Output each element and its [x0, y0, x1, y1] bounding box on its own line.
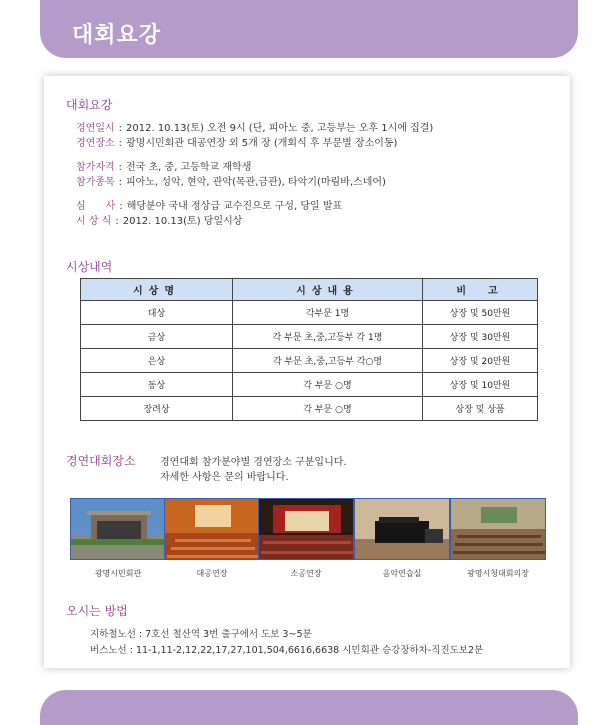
table-row: [81, 325, 538, 349]
footer-bar: [40, 690, 578, 725]
awards-section-title: 시상내역: [66, 260, 113, 274]
photo-caption: 대공연장: [196, 569, 228, 578]
large-hall-photo: [164, 498, 260, 560]
info-key: 시 상 식: [76, 216, 112, 227]
column-header: 시상내용: [233, 279, 423, 301]
photo-caption: 광명시민회관: [94, 569, 142, 578]
practice-room-photo: [354, 498, 450, 560]
info-row-categories: 참가종목 : 피아노, 성악, 현악, 관악(목관,금관), 타악기(마림바,스네어): [76, 173, 386, 188]
info-value: 전국 초, 중, 고등학교 재학생: [126, 162, 252, 173]
header-bar: [40, 0, 578, 58]
info-key: 경연일시: [76, 123, 115, 134]
table-cell: 대상: [81, 301, 233, 325]
info-value: 피아노, 성악, 현악, 관악(목관,금관), 타악기(마림바,스네어): [126, 177, 386, 188]
photo-caption: 광명시청대회의장: [467, 569, 529, 578]
outline-section-title: 대회요강: [66, 98, 113, 112]
venues-section-title: 경연대회장소: [66, 454, 136, 468]
table-row: [81, 373, 538, 397]
table-cell: 상장 및 20만원: [423, 349, 538, 373]
directions-section-title: 오시는 방법: [66, 604, 128, 618]
table-cell: 은상: [81, 349, 233, 373]
table-cell: 상장 및 30만원: [423, 325, 538, 349]
city-hall-auditorium-photo: [450, 498, 546, 560]
table-header-row: [81, 279, 538, 301]
table-cell: 각 부문 초,중,고등부 각○명: [233, 349, 423, 373]
info-value: 해당분야 국내 정상급 교수진으로 구성, 당일 발표: [126, 201, 343, 212]
info-key: 심 사: [76, 201, 116, 212]
table-cell: 각부문 1명: [233, 301, 423, 325]
table-row: [81, 397, 538, 421]
table-cell: 각 부문 ○명: [233, 397, 423, 421]
table-cell: 상장 및 10만원: [423, 373, 538, 397]
directions-subway: 지하철노선 : 7호선 철산역 3번 출구에서 도보 3~5분: [90, 629, 312, 640]
page-title: 대회요강: [72, 23, 162, 48]
info-row-ceremony: 시 상 식 : 2012. 10.13(토) 당일시상: [76, 212, 242, 227]
directions-bus: 버스노선 : 11-1,11-2,12,22,17,27,101,504,6616,6638 시민회관 승강장하차-직진도보2분: [90, 645, 484, 656]
table-row: [81, 301, 538, 325]
table-cell: 장려상: [81, 397, 233, 421]
civic-hall-photo: [70, 498, 166, 560]
small-hall-photo: [258, 498, 354, 560]
venues-description-line1: 경연대회 참가분야별 경연장소 구분입니다.: [160, 457, 347, 468]
info-value: 광명시민회관 대공연장 외 5개 장 (개회식 후 부문별 장소이동): [126, 138, 398, 149]
table-cell: 금상: [81, 325, 233, 349]
table-cell: 각 부문 ○명: [233, 373, 423, 397]
table-cell: 각 부문 초,중,고등부 각 1명: [233, 325, 423, 349]
info-row-date: 경연일시 : 2012. 10.13(토) 오전 9시 (단, 피아노 중, 고등부는 오후 1시에 집결): [76, 119, 433, 134]
photo-caption: 소공연장: [290, 569, 322, 578]
info-value: 2012. 10.13(토) 당일시상: [122, 216, 243, 227]
table-row: [81, 349, 538, 373]
info-row-judging: 심 사 : 해당분야 국내 정상급 교수진으로 구성, 당일 발표: [76, 197, 342, 212]
column-header: 시상명: [81, 279, 233, 301]
info-row-eligibility: 참가자격 : 전국 초, 중, 고등학교 재학생: [76, 158, 251, 173]
content-card: [44, 76, 570, 668]
info-row-venue: 경연장소 : 광명시민회관 대공연장 외 5개 장 (개회식 후 부문별 장소이동): [76, 134, 397, 149]
info-value: 2012. 10.13(토) 오전 9시 (단, 피아노 중, 고등부는 오후 1시에 집결): [126, 123, 434, 134]
table-cell: 동상: [81, 373, 233, 397]
column-header: 비 고: [423, 279, 538, 301]
photo-caption: 음악연습실: [382, 569, 422, 578]
table-cell: 상장 및 50만원: [423, 301, 538, 325]
info-key: 경연장소: [76, 138, 115, 149]
awards-table: [80, 278, 538, 421]
info-key: 참가종목: [76, 177, 115, 188]
table-cell: 상장 및 상품: [423, 397, 538, 421]
info-key: 참가자격: [76, 162, 115, 173]
venues-description-line2: 자세한 사항은 문의 바랍니다.: [160, 472, 289, 483]
